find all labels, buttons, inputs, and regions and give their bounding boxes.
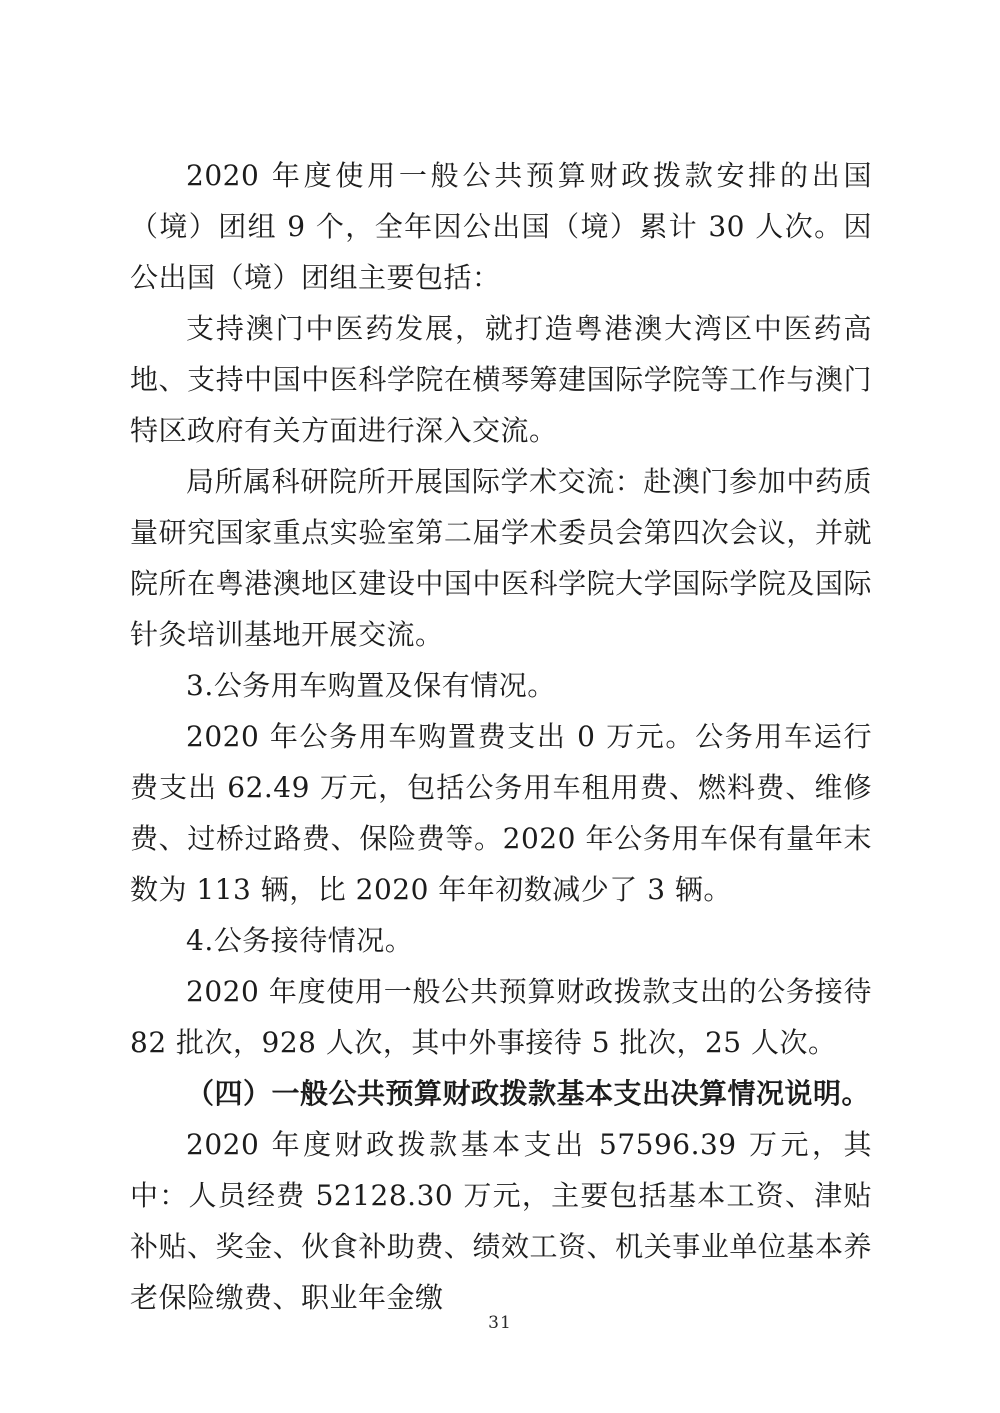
- page-number: 31: [488, 1313, 512, 1333]
- paragraph-reception-section-title: 4.公务接待情况。: [186, 924, 414, 957]
- paragraph-overseas-groups: 2020 年度使用一般公共预算财政拨款安排的出国（境）团组 9 个，全年因公出国（境）累计 30 人次。因公出国（境）团组主要包括：: [130, 159, 872, 294]
- paragraph-macau-tcm-support: 支持澳门中医药发展，就打造粤港澳大湾区中医药高地、支持中国中医科学院在横琴筹建国际学院等工作与澳门特区政府有关方面进行深入交流。: [130, 312, 872, 447]
- paragraph-academic-exchange: 局所属科研院所开展国际学术交流：赴澳门参加中药质量研究国家重点实验室第二届学术委员会第四次会议，并就院所在粤港澳地区建设中国中医科学院大学国际学院及国际针灸培训基地开展交流。: [130, 465, 872, 651]
- heading-basic-expenditure-note: （四）一般公共预算财政拨款基本支出决算情况说明。: [186, 1077, 871, 1110]
- paragraph-vehicle-section-title: 3.公务用车购置及保有情况。: [186, 669, 556, 702]
- paragraph-vehicle-expenses: 2020 年公务用车购置费支出 0 万元。公务用车运行费支出 62.49 万元，包括公务用车租用费、燃料费、维修费、过桥过路费、保险费等。2020 年公务用车保有量年末数为 113 辆，比 2020 年年初数减少了 3 辆。: [130, 720, 872, 906]
- paragraph-reception-details: 2020 年度使用一般公共预算财政拨款支出的公务接待 82 批次，928 人次，其中外事接待 5 批次，25 人次。: [130, 975, 872, 1059]
- paragraph-basic-expenditure-details: 2020 年度财政拨款基本支出 57596.39 万元，其中：人员经费 52128.30 万元，主要包括基本工资、津贴补贴、奖金、伙食补助费、绩效工资、机关事业单位基本养老保险缴费、职业年金缴: [130, 1128, 872, 1314]
- page-body: [130, 150, 872, 1323]
